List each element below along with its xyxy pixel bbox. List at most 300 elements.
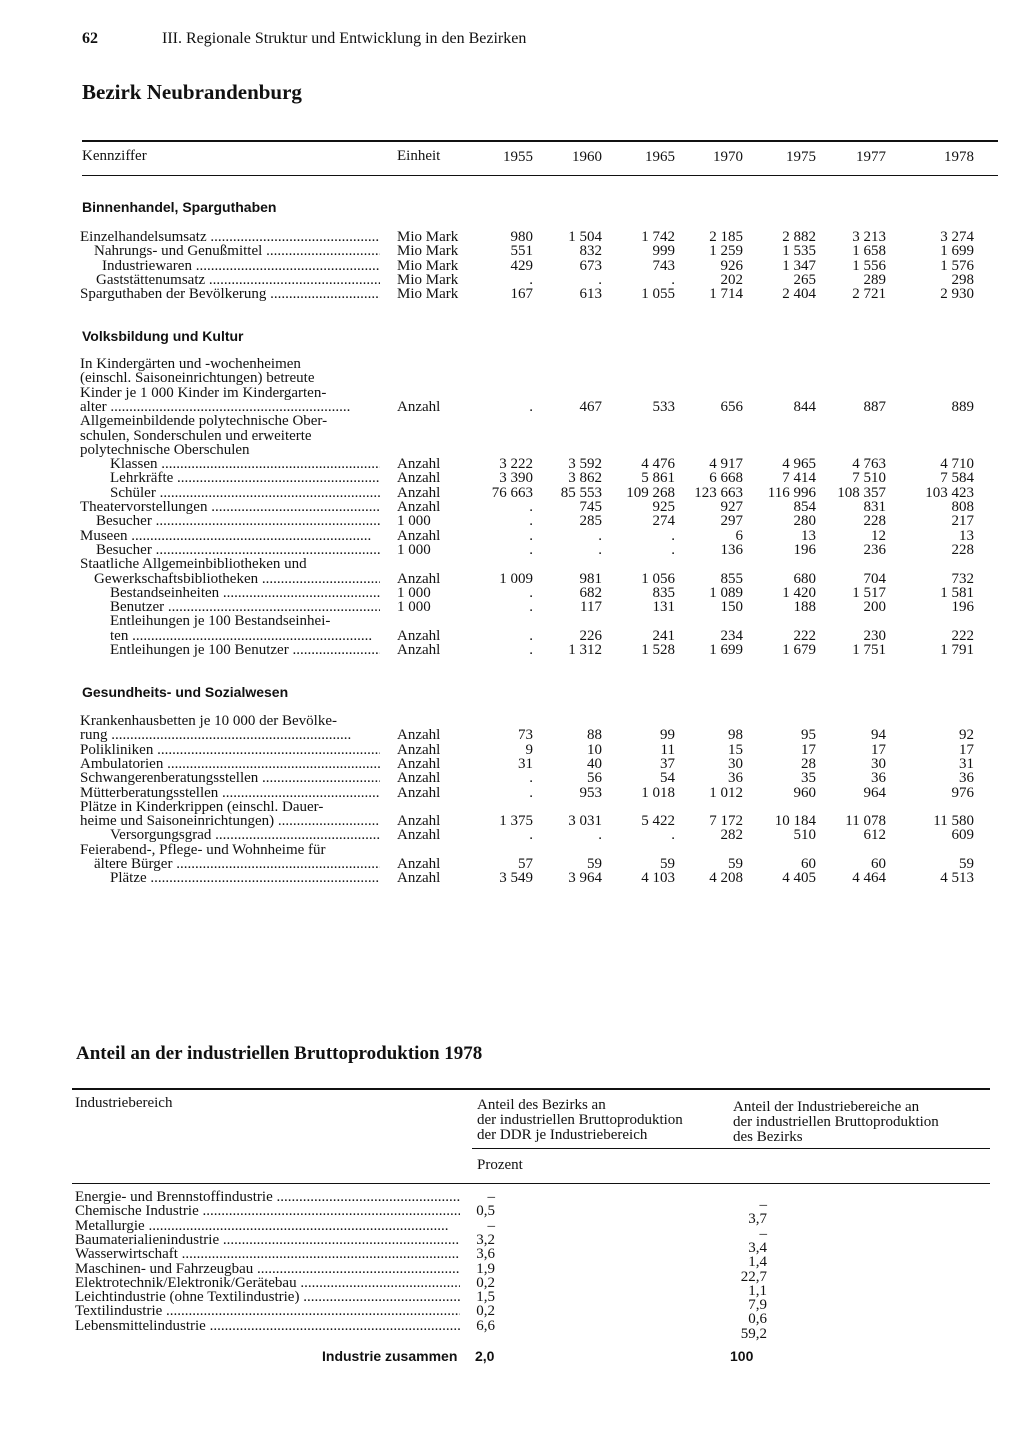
row-value: 108 357	[837, 484, 886, 501]
row-value: .	[671, 527, 675, 544]
row-value: 241	[652, 627, 675, 644]
row-label: Plätze in Kinderkrippen (einschl. Dauer-	[80, 799, 324, 814]
row-value: 13	[959, 527, 974, 544]
row-unit: Anzahl	[397, 870, 441, 887]
row-value: 11 078	[845, 813, 886, 830]
row-value: 673	[579, 257, 602, 274]
row-value: 88	[587, 727, 602, 744]
page-number: 62	[82, 30, 98, 47]
row-value: 109 268	[626, 484, 675, 501]
row-value: 289	[863, 271, 886, 288]
row-value: 217	[951, 513, 974, 530]
year-header: 1978	[944, 149, 974, 165]
industry-label: Elektrotechnik/Elektronik/Gerätebau .....	[75, 1276, 460, 1290]
row-label: Allgemeinbildende polytechnische Ober-	[80, 414, 328, 429]
row-label: Kinder je 1 000 Kinder im Kindergarten-	[80, 385, 327, 400]
row-unit: 1 000	[397, 513, 431, 530]
row-value: 960	[793, 784, 816, 801]
row-value: 745	[579, 499, 602, 515]
row-value: 4 710	[940, 456, 974, 473]
row-value: 1 699	[709, 642, 743, 658]
row-value: .	[529, 527, 533, 544]
industry-share-ddr: 6,6	[476, 1317, 495, 1334]
row-value: 3 222	[499, 456, 533, 473]
table2-col-b: Anteil der Industriebereiche an der industriellen Bruttoproduktion des Bezirks	[733, 1099, 939, 1145]
industry-share-ddr: 3,2	[476, 1231, 495, 1248]
industry-share-bezirk: 22,7	[740, 1268, 767, 1285]
row-value: 12	[871, 527, 886, 544]
row-value: .	[671, 271, 675, 288]
row-value: 4 208	[709, 870, 743, 887]
year-header: 1965	[645, 149, 675, 165]
row-label: ten .....	[110, 629, 380, 643]
row-label: Polikliniken .....	[80, 743, 380, 757]
row-value: 1 347	[782, 257, 816, 274]
row-value: 60	[871, 856, 886, 872]
row-value: 1 714	[709, 286, 743, 303]
row-unit: Anzahl	[397, 499, 441, 515]
row-value: 57	[518, 856, 533, 872]
row-value: .	[529, 599, 533, 616]
row-value: 222	[793, 627, 816, 644]
row-value: 3 592	[568, 456, 602, 473]
row-value: 297	[720, 513, 743, 530]
page-title: Bezirk Neubrandenburg	[82, 80, 302, 104]
industry-share-bezirk: 7,9	[748, 1297, 767, 1314]
row-value: 228	[951, 541, 974, 558]
row-value: 10 184	[774, 813, 816, 830]
row-value: 1 056	[641, 570, 675, 587]
row-unit: Anzahl	[397, 456, 441, 473]
row-value: 2 721	[852, 286, 886, 303]
row-value: 3 390	[499, 470, 533, 487]
row-value: .	[529, 271, 533, 288]
row-value: 36	[728, 770, 743, 787]
row-value: 1 018	[641, 784, 675, 801]
row-value: 274	[652, 513, 675, 530]
row-value: 188	[793, 599, 816, 616]
row-value: 7 414	[782, 470, 816, 487]
row-value: 1 576	[940, 257, 974, 274]
table1-top-rule	[82, 140, 998, 142]
row-value: 2 930	[940, 286, 974, 303]
row-value: .	[598, 527, 602, 544]
industry-label: Wasserwirtschaft .....	[75, 1247, 460, 1261]
row-value: 1 375	[499, 813, 533, 830]
row-value: 1 420	[782, 584, 816, 601]
row-value: 953	[579, 784, 602, 801]
row-value: 964	[863, 784, 886, 801]
row-value: 36	[871, 770, 886, 787]
row-value: 1 791	[940, 642, 974, 658]
row-value: .	[529, 398, 533, 415]
row-label: Nahrungs- und Genußmittel .....	[94, 244, 380, 258]
row-value: 280	[793, 513, 816, 530]
row-value: 31	[518, 755, 533, 772]
row-label: Versorgungsgrad .....	[110, 828, 380, 842]
industry-share-bezirk: –	[759, 1225, 767, 1242]
row-value: 1 009	[499, 570, 533, 587]
row-value: 1 012	[709, 784, 743, 801]
row-label: Industriewaren .....	[102, 259, 380, 273]
row-label: rung .....	[80, 728, 380, 742]
row-value: 10	[587, 741, 602, 758]
industry-label: Energie- und Brennstoffindustrie .....	[75, 1190, 460, 1204]
row-value: 4 103	[641, 870, 675, 887]
row-label: In Kindergärten und -wochenheimen	[80, 357, 301, 371]
row-label: Gewerkschaftsbibliotheken .....	[94, 572, 380, 586]
industry-label: Lebensmittelindustrie .....	[75, 1319, 460, 1333]
row-value: 131	[652, 599, 675, 616]
row-unit: Anzahl	[397, 470, 441, 487]
row-value: 3 274	[940, 229, 974, 245]
row-value: 1 581	[940, 584, 974, 601]
section-title: Volksbildung und Kultur	[82, 328, 244, 344]
table2-total-a: 2,0	[475, 1348, 495, 1364]
table2-unit-rule	[472, 1148, 990, 1149]
row-value: 230	[863, 627, 886, 644]
industry-label: Chemische Industrie .....	[75, 1204, 460, 1218]
row-label: Gaststättenumsatz .....	[96, 273, 380, 287]
row-label: Einzelhandelsumsatz .....	[80, 230, 380, 244]
industry-share-ddr: 1,9	[476, 1260, 495, 1277]
row-value: 976	[951, 784, 974, 801]
row-value: .	[529, 784, 533, 801]
row-value: 40	[587, 755, 602, 772]
row-label: Benutzer .....	[110, 600, 380, 614]
row-label: polytechnische Oberschulen	[80, 442, 250, 457]
row-value: 136	[720, 541, 743, 558]
row-value: 3 862	[568, 470, 602, 487]
year-header: 1960	[572, 149, 602, 165]
row-value: 1 517	[852, 584, 886, 601]
row-unit: Anzahl	[397, 770, 441, 787]
row-value: .	[598, 541, 602, 558]
running-title: III. Regionale Struktur und Entwicklung in den Bezirken	[162, 30, 527, 47]
table2-total-b: 100	[730, 1348, 754, 1364]
row-value: 92	[959, 727, 974, 744]
row-label: Plätze .....	[110, 871, 380, 885]
row-label: Entleihungen je 100 Benutzer .....	[110, 643, 380, 657]
row-unit: Mio Mark	[397, 257, 459, 274]
row-value: .	[671, 827, 675, 844]
row-value: 889	[951, 398, 974, 415]
row-label: Besucher .....	[96, 543, 380, 557]
row-value: 17	[871, 741, 886, 758]
row-value: 2 185	[709, 229, 743, 245]
row-value: .	[598, 827, 602, 844]
row-value: 59	[587, 856, 602, 872]
row-unit: Anzahl	[397, 827, 441, 844]
row-label: Museen .....	[80, 529, 380, 543]
row-label: Feierabend-, Pflege- und Wohnheime für	[80, 842, 326, 857]
row-value: 467	[579, 398, 602, 415]
year-header: 1970	[713, 149, 743, 165]
industry-share-bezirk: 1,1	[748, 1282, 767, 1299]
row-value: .	[529, 642, 533, 658]
row-label: Theatervorstellungen .....	[80, 500, 380, 514]
row-label: (einschl. Saisoneinrichtungen) betreute	[80, 371, 315, 386]
year-header: 1975	[786, 149, 816, 165]
row-value: 59	[959, 856, 974, 872]
row-value: 285	[579, 513, 602, 530]
row-label: Klassen .....	[110, 457, 380, 471]
table1-header-rule	[82, 175, 998, 176]
row-unit: Anzahl	[397, 527, 441, 544]
row-value: 1 679	[782, 642, 816, 658]
row-value: 925	[652, 499, 675, 515]
row-value: 123 663	[694, 484, 743, 501]
row-value: 1 259	[709, 243, 743, 260]
row-value: .	[529, 499, 533, 515]
industry-share-ddr: –	[487, 1217, 495, 1234]
table2-unit: Prozent	[477, 1157, 523, 1173]
industry-share-bezirk: 59,2	[740, 1325, 767, 1342]
row-value: 831	[863, 499, 886, 515]
row-value: 59	[728, 856, 743, 872]
row-label: Lehrkräfte .....	[110, 471, 380, 485]
row-value: .	[529, 541, 533, 558]
row-value: 1 535	[782, 243, 816, 260]
table2-col-a: Anteil des Bezirks an der industriellen Bruttoproduktion der DDR je Industriebereich	[477, 1097, 683, 1143]
row-value: 117	[580, 599, 602, 616]
row-value: 196	[951, 599, 974, 616]
row-value: 56	[587, 770, 602, 787]
industry-label: Leichtindustrie (ohne Textilindustrie) .....	[75, 1290, 460, 1304]
industry-share-ddr: 3,6	[476, 1246, 495, 1263]
section-title: Gesundheits- und Sozialwesen	[82, 684, 289, 700]
row-label: Entleihungen je 100 Bestandseinhei-	[110, 614, 331, 629]
row-value: 35	[801, 770, 816, 787]
row-label: Ambulatorien .....	[80, 757, 380, 771]
industry-label: Baumaterialienindustrie .....	[75, 1233, 460, 1247]
row-value: 682	[579, 584, 602, 601]
table2-top-rule	[72, 1088, 990, 1090]
row-value: 732	[951, 570, 974, 587]
col-header-label: Kennziffer	[82, 148, 147, 164]
row-value: 60	[801, 856, 816, 872]
row-value: 1 742	[641, 229, 675, 245]
row-value: 6	[735, 527, 743, 544]
row-value: 4 513	[940, 870, 974, 887]
row-unit: Anzahl	[397, 642, 441, 658]
row-value: 226	[579, 627, 602, 644]
year-header: 1977	[856, 149, 886, 165]
row-value: 103 423	[925, 484, 974, 501]
row-value: 1 089	[709, 584, 743, 601]
row-value: 1 528	[641, 642, 675, 658]
industry-share-ddr: 0,2	[476, 1274, 495, 1291]
row-value: 59	[660, 856, 675, 872]
row-label: Bestandseinheiten .....	[110, 586, 380, 600]
row-unit: 1 000	[397, 599, 431, 616]
row-value: 832	[579, 243, 602, 260]
col-header-unit: Einheit	[397, 148, 441, 164]
row-value: 4 464	[852, 870, 886, 887]
row-value: 1 699	[940, 243, 974, 260]
row-unit: Mio Mark	[397, 271, 459, 288]
row-label: heime und Saisoneinrichtungen) .....	[80, 814, 380, 828]
row-value: 11	[660, 741, 675, 758]
row-value: 236	[863, 541, 886, 558]
industry-label: Textilindustrie .....	[75, 1304, 460, 1318]
row-value: 887	[863, 398, 886, 415]
row-value: 36	[959, 770, 974, 787]
row-value: 9	[525, 741, 533, 758]
row-value: 551	[510, 243, 533, 260]
row-value: 5 422	[641, 813, 675, 830]
row-value: .	[598, 271, 602, 288]
section-title: Binnenhandel, Sparguthaben	[82, 199, 277, 215]
row-unit: Anzahl	[397, 570, 441, 587]
row-value: 99	[660, 727, 675, 744]
row-value: 11 580	[933, 813, 974, 830]
row-unit: Anzahl	[397, 856, 441, 872]
row-value: 3 031	[568, 813, 602, 830]
row-value: 234	[720, 627, 743, 644]
row-value: 609	[951, 827, 974, 844]
row-value: 4 476	[641, 456, 675, 473]
row-unit: Mio Mark	[397, 286, 459, 303]
industry-share-ddr: –	[487, 1189, 495, 1205]
row-value: 704	[863, 570, 886, 587]
row-value: 926	[720, 257, 743, 274]
row-value: 1 504	[568, 229, 602, 245]
row-value: 30	[728, 755, 743, 772]
industry-share-bezirk: –	[759, 1197, 767, 1213]
row-value: 15	[728, 741, 743, 758]
row-value: 116 996	[767, 484, 816, 501]
row-label: Krankenhausbetten je 10 000 der Bevölke-	[80, 714, 337, 728]
row-value: 98	[728, 727, 743, 744]
row-unit: Anzahl	[397, 398, 441, 415]
row-value: 981	[579, 570, 602, 587]
row-unit: Anzahl	[397, 741, 441, 758]
industry-share-ddr: 0,2	[476, 1303, 495, 1320]
industry-share-bezirk: 3,7	[748, 1211, 767, 1228]
row-unit: Anzahl	[397, 813, 441, 830]
row-value: 808	[951, 499, 974, 515]
row-value: 196	[793, 541, 816, 558]
row-unit: Anzahl	[397, 727, 441, 744]
row-value: 533	[652, 398, 675, 415]
row-value: 927	[720, 499, 743, 515]
row-value: 94	[871, 727, 886, 744]
row-value: .	[529, 627, 533, 644]
row-value: .	[671, 541, 675, 558]
row-unit: Anzahl	[397, 784, 441, 801]
row-value: 200	[863, 599, 886, 616]
row-label: Staatliche Allgemeinbibliotheken und	[80, 557, 307, 572]
year-header: 1955	[503, 149, 533, 165]
industry-share-ddr: 1,5	[476, 1289, 495, 1306]
row-unit: Anzahl	[397, 755, 441, 772]
row-value: 429	[510, 257, 533, 274]
row-label: Schüler .....	[110, 486, 380, 500]
row-value: 76 663	[491, 484, 533, 501]
row-value: 37	[660, 755, 675, 772]
row-value: 30	[871, 755, 886, 772]
industry-share-ddr: 0,5	[476, 1203, 495, 1220]
row-value: .	[529, 584, 533, 601]
row-value: 4 405	[782, 870, 816, 887]
row-value: 980	[510, 229, 533, 245]
row-value: 1 658	[852, 243, 886, 260]
row-value: 7 172	[709, 813, 743, 830]
row-value: 5 861	[641, 470, 675, 487]
row-value: 3 213	[852, 229, 886, 245]
row-label: schulen, Sonderschulen und erweiterte	[80, 428, 312, 443]
row-value: 95	[801, 727, 816, 744]
row-value: 4 917	[709, 456, 743, 473]
row-value: 298	[951, 271, 974, 288]
row-value: 656	[720, 398, 743, 415]
table2-title: Anteil an der industriellen Bruttoproduktion 1978	[76, 1043, 483, 1064]
row-value: 680	[793, 570, 816, 587]
row-value: 7 510	[852, 470, 886, 487]
row-unit: Anzahl	[397, 627, 441, 644]
row-value: 228	[863, 513, 886, 530]
row-unit: 1 000	[397, 584, 431, 601]
industry-label: Metallurgie .....	[75, 1219, 460, 1233]
industry-share-bezirk: 0,6	[748, 1311, 767, 1328]
row-value: 844	[793, 398, 816, 415]
row-unit: 1 000	[397, 541, 431, 558]
row-value: 855	[720, 570, 743, 587]
row-value: 202	[720, 271, 743, 288]
row-value: 85 553	[560, 484, 602, 501]
row-value: 4 965	[782, 456, 816, 473]
row-label: ältere Bürger .....	[94, 857, 380, 871]
row-unit: Mio Mark	[397, 243, 459, 260]
page-header	[82, 30, 526, 48]
row-value: 2 882	[782, 229, 816, 245]
row-value: 17	[959, 741, 974, 758]
row-value: 13	[801, 527, 816, 544]
row-label: Sparguthaben der Bevölkerung .....	[80, 287, 380, 301]
row-value: 6 668	[709, 470, 743, 487]
row-label: Besucher .....	[96, 514, 380, 528]
row-value: 73	[518, 727, 533, 744]
row-value: 150	[720, 599, 743, 616]
row-value: 612	[863, 827, 886, 844]
row-label: alter .....	[80, 400, 380, 414]
row-value: 1 055	[641, 286, 675, 303]
row-value: 743	[652, 257, 675, 274]
row-value: 4 763	[852, 456, 886, 473]
row-value: 31	[959, 755, 974, 772]
row-value: .	[529, 827, 533, 844]
row-value: 1 751	[852, 642, 886, 658]
row-unit: Anzahl	[397, 484, 441, 501]
row-value: 7 584	[940, 470, 974, 487]
row-value: 54	[660, 770, 675, 787]
industry-share-bezirk: 3,4	[748, 1239, 767, 1256]
row-label: Schwangerenberatungsstellen .....	[80, 771, 380, 785]
row-value: 222	[951, 627, 974, 644]
row-unit: Mio Mark	[397, 229, 459, 245]
row-value: 854	[793, 499, 816, 515]
row-value: 167	[510, 286, 533, 303]
row-label: Mütterberatungsstellen .....	[80, 786, 380, 800]
row-value: 999	[652, 243, 675, 260]
row-value: .	[529, 513, 533, 530]
row-value: 282	[720, 827, 743, 844]
row-value: 265	[793, 271, 816, 288]
row-value: 3 549	[499, 870, 533, 887]
table2-col-label: Industriebereich	[75, 1095, 173, 1111]
row-value: 3 964	[568, 870, 602, 887]
